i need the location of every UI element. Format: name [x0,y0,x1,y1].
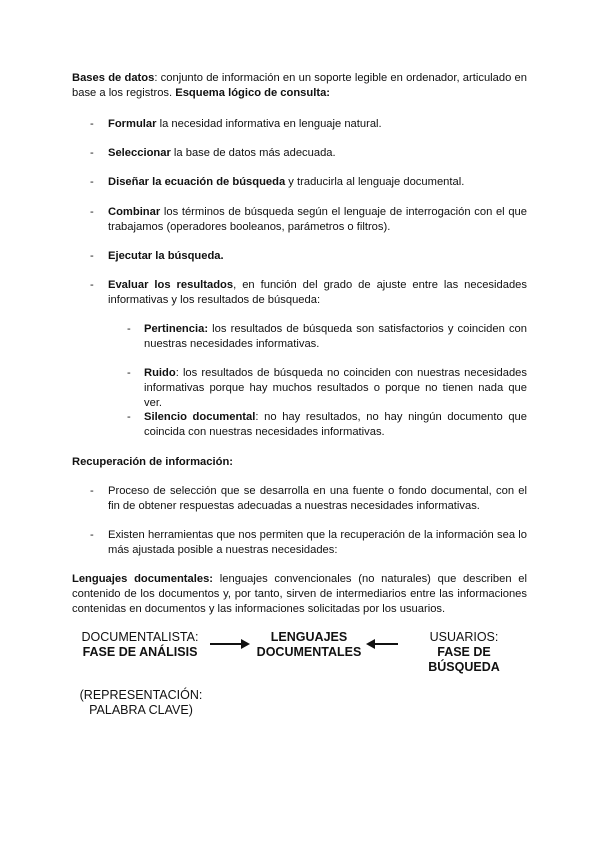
diagram-center-line2: DOCUMENTALES [256,645,362,659]
list-item: Existen herramientas que nos permiten que la recuperación de la información sea lo más ajustada posible a nuestras necesidades: [108,529,527,556]
step-text: , en función del grado de ajuste entre las necesidades informativas y los resultados de búsqueda: [108,279,527,306]
diagram-right-box [400,630,528,675]
list-bullet: - [127,323,131,335]
intro-term: Bases de datos [72,72,155,84]
list-item [108,146,527,161]
intro-paragraph [72,71,527,101]
diagram-left-line2: FASE DE ANÁLISIS [82,645,198,659]
result-term: Ruido [144,367,176,379]
step-term: Combinar [108,206,161,218]
list-bullet: - [90,250,94,262]
step-term: Diseñar la ecuación de búsqueda [108,176,286,188]
diagram-note-line2: PALABRA CLAVE) [89,703,193,717]
languages-paragraph [72,572,527,617]
list-item [108,205,527,235]
step-term: Evaluar los resultados [108,279,234,291]
diagram-left-line1: DOCUMENTALISTA: [81,630,199,644]
result-text: : los resultados de búsqueda no coinciden con nuestras necesidades informativas porque hay muchos resultados o porque no tienen nada que ver. [144,367,527,409]
result-term: Silencio documental [144,411,256,423]
list-item [144,366,527,411]
intro-heading: Esquema lógico de consulta: [175,87,331,99]
diagram-note-line1: (REPRESENTACIÓN: [79,688,203,702]
step-term: Ejecutar la búsqueda. [108,250,224,262]
step-term: Seleccionar [108,147,171,159]
list-item [108,175,527,190]
list-bullet: - [90,279,94,291]
result-text: : no hay resultados, no hay ningún documento que coincida con nuestras necesidades informativas. [144,411,527,438]
diagram-note [76,688,206,718]
result-text: los resultados de búsqueda son satisfactorios y coinciden con nuestras necesidades informativas. [144,323,527,350]
languages-term: Lenguajes documentales: [72,573,214,585]
step-text: la necesidad informativa en lenguaje natural. [156,118,382,130]
diagram-center-box [250,630,368,660]
list-bullet: - [127,367,131,379]
list-item [144,410,527,440]
diagram-left-box [80,630,200,660]
arrow-left-icon [368,643,398,645]
diagram-right-line1: USUARIOS: [429,630,499,644]
arrow-right-icon [210,643,248,645]
result-term: Pertinencia: [144,323,209,335]
list-item [108,117,527,132]
intro-text: : conjunto de información en un soporte legible en ordenador, articulado en base a los registros. [72,72,527,99]
recovery-heading: Recuperación de información: [72,456,234,468]
list-item [108,249,527,264]
list-bullet: - [90,147,94,159]
list-item [144,322,527,352]
list-bullet: - [90,529,94,541]
step-term: Formular [108,118,157,130]
list-bullet: - [127,411,131,423]
step-text: la base de datos más adecuada. [170,147,336,159]
list-bullet: - [90,206,94,218]
list-item [108,278,527,308]
diagram-center-line1: LENGUAJES [270,630,348,644]
step-text: los términos de búsqueda según el lenguaje de interrogación con el que trabajamos (operadores booleanos, parámetros o filtros). [108,206,527,233]
list-bullet: - [90,118,94,130]
list-item: Proceso de selección que se desarrolla en una fuente o fondo documental, con el fin de obtener respuestas adecuadas a nuestras necesidades informativas. [108,485,527,512]
diagram-right-line2: FASE DE BÚSQUEDA [428,645,500,674]
languages-text: lenguajes convencionales (no naturales) que describen el contenido de los documentos y, por tanto, sirven de intermediarios entre las informaciones contenidas en documentos y las informaciones solicitadas por los usuarios. [72,573,527,615]
step-text: y traducirla al lenguaje documental. [285,176,465,188]
list-bullet: - [90,176,94,188]
list-bullet: - [90,485,94,497]
